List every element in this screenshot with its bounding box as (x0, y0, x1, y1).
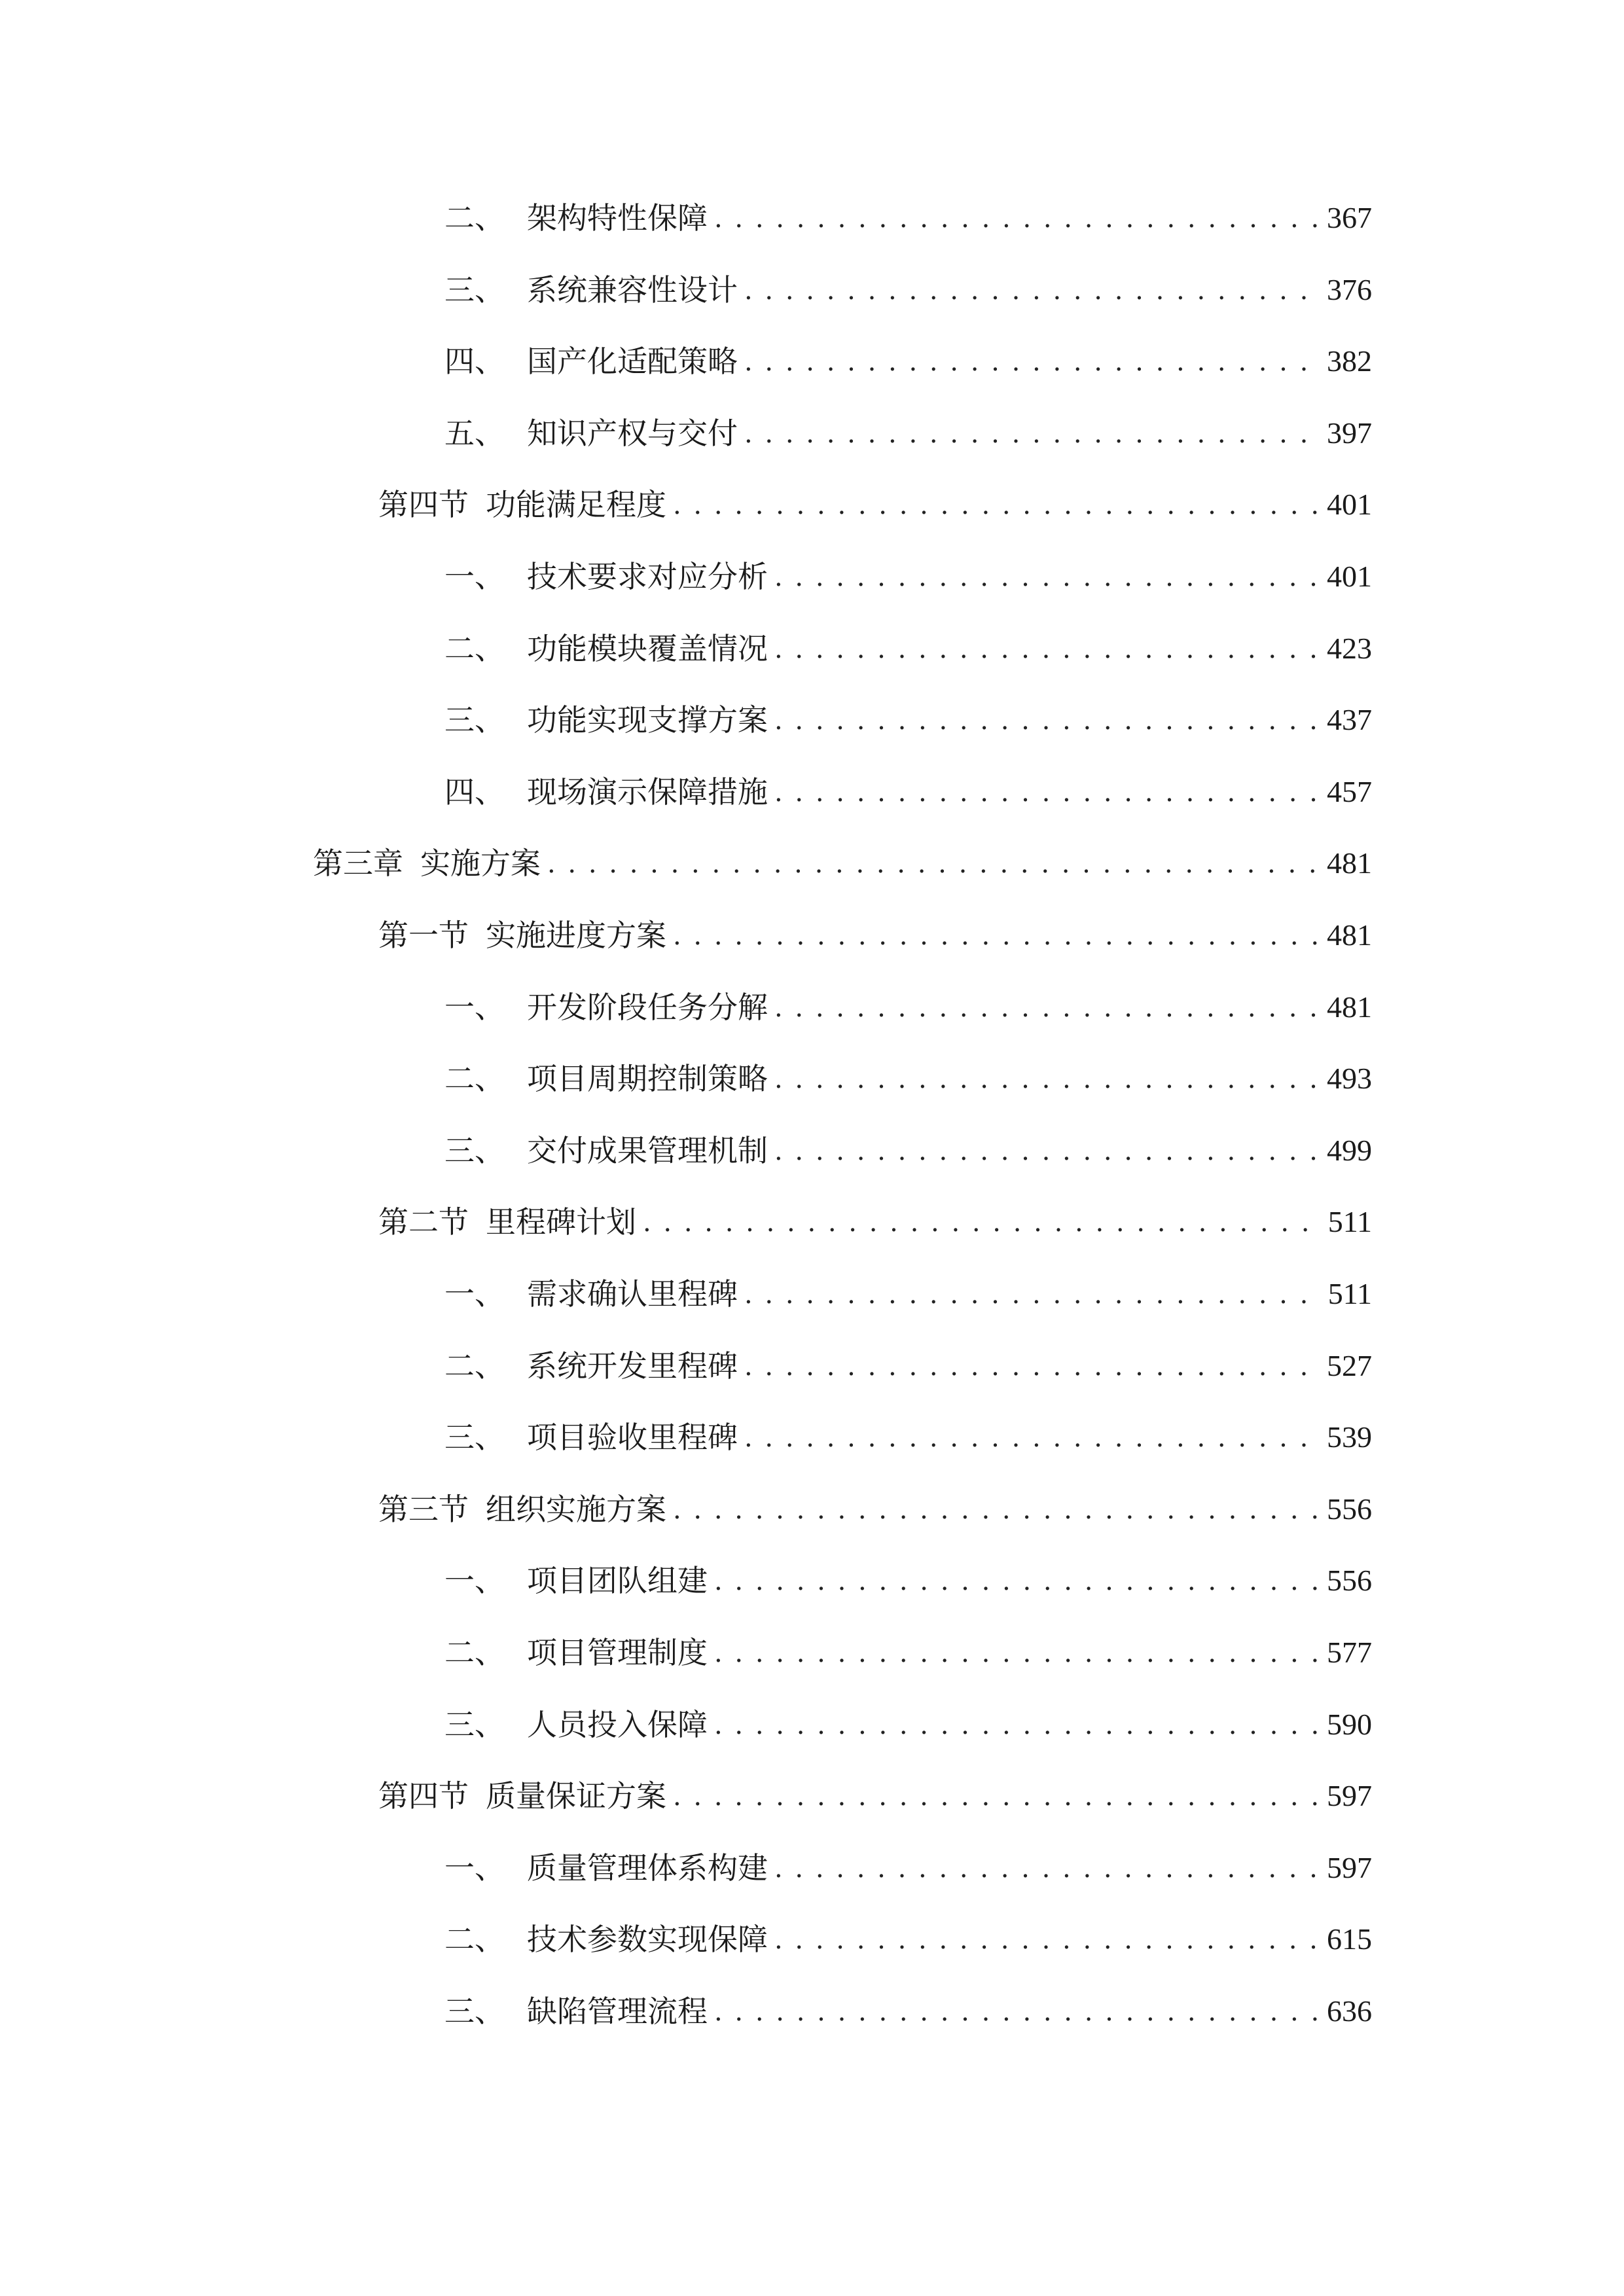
entry-title: 组织实施方案 (486, 1492, 666, 1527)
dot-leader (744, 1422, 1318, 1452)
entry-title: 项目周期控制策略 (527, 1061, 768, 1096)
entry-title: 现场演示保障措施 (527, 774, 768, 810)
toc-entry-item[interactable] (444, 1832, 1372, 1904)
entry-title: 技术要求对应分析 (527, 559, 768, 594)
entry-number: 三、 (444, 272, 505, 308)
entry-title: 技术参数实现保障 (527, 1922, 768, 1957)
entry-title: 交付成果管理机制 (527, 1133, 768, 1168)
entry-page-number: 382 (1327, 344, 1372, 378)
toc-entry-item[interactable] (444, 325, 1372, 397)
dot-leader (714, 203, 1318, 233)
toc-entry-item[interactable] (444, 1115, 1372, 1187)
dot-leader (744, 1351, 1318, 1381)
dot-leader (774, 777, 1318, 807)
toc-entry-item[interactable] (444, 182, 1372, 254)
entry-page-number: 481 (1327, 990, 1372, 1024)
dot-leader (673, 1781, 1318, 1811)
toc-entry-item[interactable] (444, 1330, 1372, 1402)
dot-leader (714, 1996, 1318, 2026)
entry-number: 一、 (444, 1563, 505, 1598)
entry-title: 知识产权与交付 (527, 416, 738, 451)
entry-page-number: 493 (1327, 1062, 1372, 1095)
toc-entry-item[interactable] (444, 1401, 1372, 1473)
entry-number: 第二节 (378, 1204, 469, 1240)
dot-leader (714, 1638, 1318, 1668)
entry-number: 三、 (444, 1133, 505, 1168)
entry-page-number: 376 (1327, 273, 1372, 306)
entry-number: 三、 (444, 1707, 505, 1742)
dot-leader (744, 346, 1318, 376)
entry-title: 实施方案 (420, 846, 541, 881)
entry-number: 一、 (444, 1276, 505, 1312)
dot-leader (673, 920, 1318, 950)
entry-page-number: 511 (1327, 1277, 1372, 1310)
entry-title: 人员投入保障 (527, 1707, 708, 1742)
entry-page-number: 511 (1327, 1205, 1372, 1238)
entry-page-number: 499 (1327, 1134, 1372, 1167)
toc-entry-item[interactable] (444, 254, 1372, 326)
dot-leader (774, 1136, 1318, 1166)
dot-leader (774, 1853, 1318, 1883)
toc-entry-item[interactable] (444, 613, 1372, 685)
entry-page-number: 556 (1327, 1492, 1372, 1526)
entry-number: 二、 (444, 200, 505, 236)
entry-number: 三、 (444, 1994, 505, 2029)
dot-leader (774, 634, 1318, 664)
dot-leader (744, 1279, 1319, 1309)
entry-number: 第三章 (313, 846, 403, 881)
entry-page-number: 457 (1327, 775, 1372, 808)
entry-page-number: 577 (1327, 1636, 1372, 1669)
entry-number: 第四节 (378, 487, 469, 522)
entry-page-number: 539 (1327, 1420, 1372, 1454)
dot-leader (774, 705, 1318, 735)
entry-page-number: 615 (1327, 1922, 1372, 1956)
entry-number: 第四节 (378, 1778, 469, 1814)
entry-title: 里程碑计划 (486, 1204, 636, 1240)
entry-number: 一、 (444, 990, 505, 1025)
toc-entry-section[interactable] (378, 899, 1372, 971)
entry-number: 三、 (444, 1420, 505, 1455)
entry-number: 第一节 (378, 918, 469, 953)
entry-title: 开发阶段任务分解 (527, 990, 768, 1025)
dot-leader (673, 1494, 1318, 1524)
entry-number: 四、 (444, 344, 505, 379)
entry-number: 二、 (444, 1922, 505, 1957)
toc-entry-item[interactable] (444, 756, 1372, 828)
dot-leader (714, 1710, 1318, 1740)
dot-leader (643, 1207, 1319, 1237)
toc-entry-item[interactable] (444, 541, 1372, 613)
entry-title: 实施进度方案 (486, 918, 666, 953)
toc-entry-item[interactable] (444, 1043, 1372, 1115)
entry-title: 项目验收里程碑 (527, 1420, 738, 1455)
entry-title: 缺陷管理流程 (527, 1994, 708, 2029)
entry-page-number: 636 (1327, 1994, 1372, 2028)
dot-leader (774, 1064, 1318, 1094)
entry-title: 系统兼容性设计 (527, 272, 738, 308)
entry-page-number: 590 (1327, 1708, 1372, 1741)
dot-leader (744, 275, 1318, 305)
entry-number: 第三节 (378, 1492, 469, 1527)
entry-page-number: 556 (1327, 1564, 1372, 1597)
toc-entry-item[interactable] (444, 1975, 1372, 2047)
entry-number: 五、 (444, 416, 505, 451)
entry-title: 项目管理制度 (527, 1635, 708, 1670)
entry-number: 二、 (444, 1061, 505, 1096)
toc-entry-item[interactable] (444, 1903, 1372, 1975)
dot-leader (547, 848, 1318, 878)
toc-entry-item[interactable] (444, 1617, 1372, 1689)
entry-page-number: 597 (1327, 1851, 1372, 1884)
entry-number: 二、 (444, 631, 505, 666)
entry-page-number: 423 (1327, 632, 1372, 665)
entry-title: 功能模块覆盖情况 (527, 631, 768, 666)
entry-number: 三、 (444, 702, 505, 738)
entry-title: 质量保证方案 (486, 1778, 666, 1814)
toc-entry-section[interactable] (378, 1760, 1372, 1832)
entry-page-number: 597 (1327, 1779, 1372, 1812)
entry-title: 功能满足程度 (486, 487, 666, 522)
dot-leader (774, 1924, 1318, 1954)
entry-page-number: 367 (1327, 201, 1372, 234)
toc-entry-chapter[interactable] (313, 827, 1372, 899)
toc-entry-item[interactable] (444, 684, 1372, 756)
entry-page-number: 527 (1327, 1349, 1372, 1382)
entry-page-number: 481 (1327, 846, 1372, 880)
entry-page-number: 481 (1327, 918, 1372, 952)
entry-title: 国产化适配策略 (527, 344, 738, 379)
dot-leader (774, 992, 1318, 1022)
entry-title: 项目团队组建 (527, 1563, 708, 1598)
entry-number: 四、 (444, 774, 505, 810)
entry-number: 一、 (444, 559, 505, 594)
entry-title: 架构特性保障 (527, 200, 708, 236)
toc-entry-item[interactable] (444, 1545, 1372, 1617)
entry-number: 一、 (444, 1850, 505, 1886)
dot-leader (744, 418, 1318, 448)
entry-title: 系统开发里程碑 (527, 1348, 738, 1384)
toc-entry-section[interactable] (378, 469, 1372, 541)
toc-entry-item[interactable] (444, 1689, 1372, 1761)
entry-page-number: 397 (1327, 416, 1372, 450)
entry-number: 二、 (444, 1635, 505, 1670)
entry-number: 二、 (444, 1348, 505, 1384)
entry-title: 功能实现支撑方案 (527, 702, 768, 738)
entry-page-number: 437 (1327, 703, 1372, 736)
dot-leader (714, 1566, 1318, 1596)
entry-page-number: 401 (1327, 560, 1372, 593)
entry-title: 需求确认里程碑 (527, 1276, 738, 1312)
entry-title: 质量管理体系构建 (527, 1850, 768, 1886)
toc-entry-item[interactable] (444, 1258, 1372, 1330)
dot-leader (774, 562, 1318, 592)
toc-entry-section[interactable] (378, 1186, 1372, 1258)
toc-entry-section[interactable] (378, 1473, 1372, 1545)
toc-entry-item[interactable] (444, 397, 1372, 469)
dot-leader (673, 490, 1318, 520)
toc-entry-item[interactable] (444, 971, 1372, 1043)
entry-page-number: 401 (1327, 488, 1372, 521)
